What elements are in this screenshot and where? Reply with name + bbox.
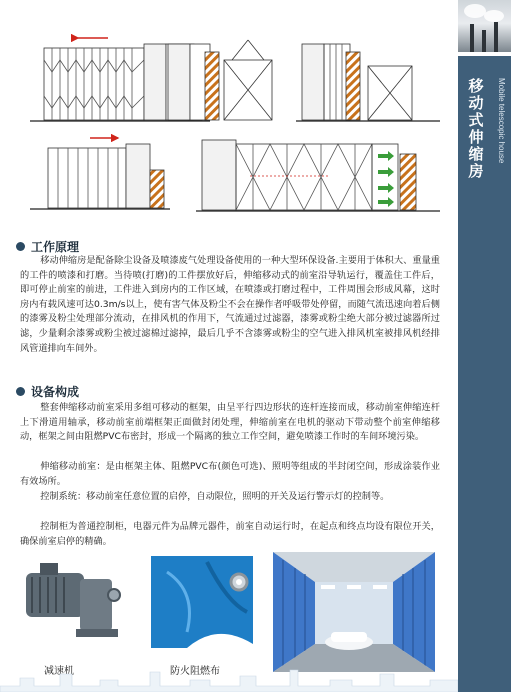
booth-interior-icon bbox=[273, 552, 435, 672]
principle-paragraph: 移动伸缩房是配备除尘设备及喷漆废气处理设备使用的一种大型环保设备.主要用于体积大、重量重的工件的喷漆和打磨。当待喷(打磨)的工件摆放好后，伸缩移动式的前室沿导轨运行，覆盖住工件后，即可停止前室的前进，工件进入到房内的工作区域，在喷漆或打磨过程中，工件周围会形成风幕，这时房内有载风速可达0.3m/s以上，使有害气体及粉尘不会在操作者呼吸带处停留，而随气流迅速向着后侧的漆雾及粉尘处理部分流动，在排风机的作用下，气流通过过滤器，漆雾或粉尘绝大部分被过滤器所过滤，少量剩余漆雾或粉尘被过滤棉过滤掉，最后几乎不含漆雾或粉尘的空气进入排风机室被排风机经排风管道排向车间外。 bbox=[20, 255, 440, 354]
sidebar-subtitle: Mobile telescopic house bbox=[497, 78, 506, 164]
bullet-icon bbox=[16, 387, 25, 396]
bullet-icon bbox=[16, 242, 25, 251]
composition-paragraph-4: 控制柜为普通控制柜，电器元件为品牌元器件，前室自动运行时，在起点和终点均设有限位开关，确保前室启停的精确。 bbox=[20, 521, 440, 547]
pvc-cloth-photo bbox=[147, 552, 257, 652]
section-heading-composition: 设备构成 bbox=[16, 383, 79, 400]
gear-motor-caption: 减速机 bbox=[44, 666, 74, 677]
sidebar-title: 移动式伸缩房 bbox=[466, 78, 485, 180]
booth-interior-photo bbox=[273, 552, 435, 672]
composition-paragraph-2: 伸缩移动前室：是由框架主体、阻燃PVC布(颜色可选)、照明等组成的半封闭空间，形成涂装作业有效场所。 bbox=[20, 461, 440, 487]
diagram-closed-booth bbox=[168, 40, 272, 120]
diagram-half-open-booth bbox=[30, 138, 170, 209]
skyline-decoration bbox=[0, 668, 458, 692]
pvc-cloth-icon bbox=[147, 552, 257, 652]
composition-paragraph-1: 整套伸缩移动前室采用多组可移动的框架，由呈平行四边形状的连杆连接而成，移动前室伸缩连杆上下滑道用轴承，移动前室前端框架正面做封闭处理，伸缩前室在电机的驱动下带动整个前室伸缩移动，框架之间由阻燃PVC布密封，形成一个隔离的独立工作空间，避免喷漆工作时的车间环境污染。 bbox=[20, 402, 440, 443]
composition-paragraph-3: 控制系统：移动前室任意位置的启停，自动限位，照明的开关及运行警示灯的控制等。 bbox=[40, 491, 390, 502]
diagram-full-elevation bbox=[196, 140, 440, 211]
gear-motor-photo bbox=[18, 555, 126, 653]
gear-motor-icon bbox=[18, 555, 126, 653]
section-heading-principle: 工作原理 bbox=[16, 238, 79, 255]
pvc-cloth-caption: 防火阻燃布 bbox=[170, 666, 220, 677]
diagram-area bbox=[0, 0, 455, 230]
factory-photo bbox=[458, 0, 511, 52]
diagram-retracted-booth bbox=[296, 44, 440, 121]
